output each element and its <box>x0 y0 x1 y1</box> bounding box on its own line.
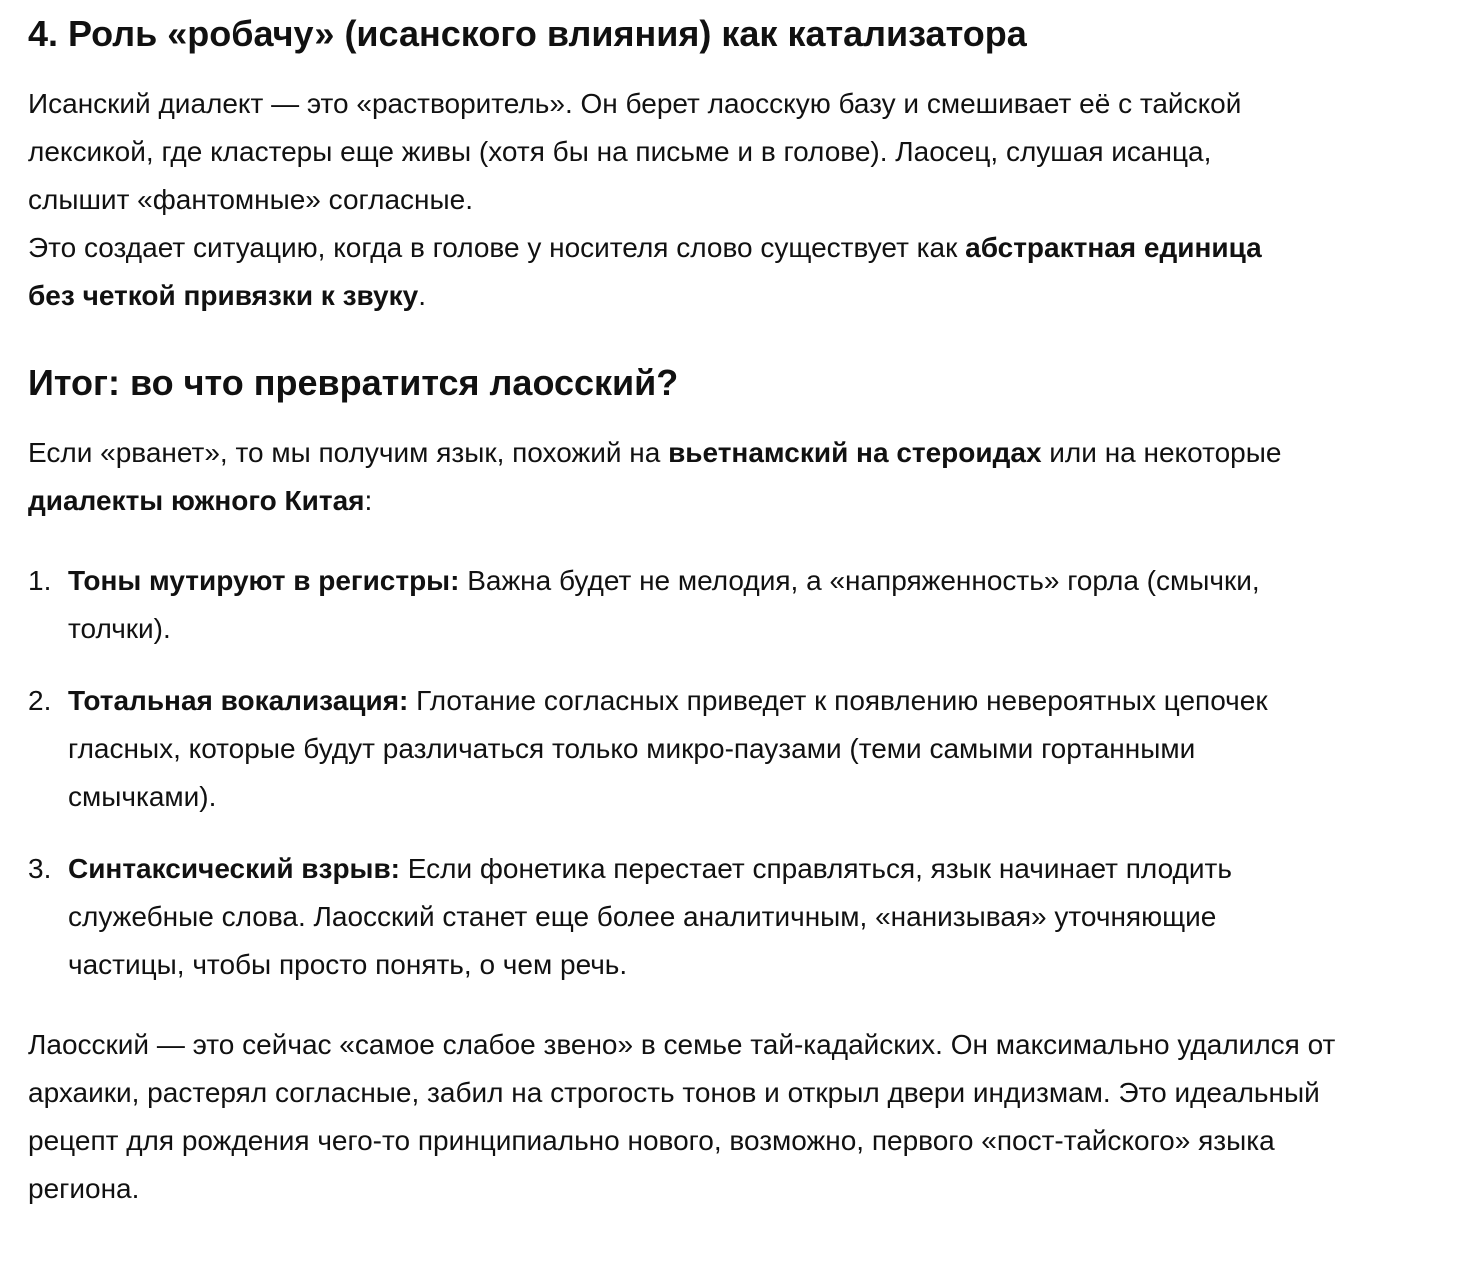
section-4-heading: 4. Роль «робачу» (исанского влияния) как катализатора <box>28 13 1027 54</box>
closing-paragraph: Лаосский — это сейчас «самое слабое звено» в семье тай-кадайских. Он максимально удалился от архаики, растерял согласные, забил на строгость тонов и открыл двери индизмам. Это идеальный рецепт для рождения чего-то принципиально нового, возможно, первого «пост-тайского» языка региона. <box>28 1029 1336 1204</box>
summary-intro <box>28 429 1308 525</box>
list-number: 3. <box>28 853 52 884</box>
list-item <box>28 845 1318 989</box>
list-item <box>28 677 1318 821</box>
list-item-text: Важна будет не мелодия, а «напряженность» горла (смычки, толчки). <box>68 565 1260 644</box>
paragraph-text: Исанский диалект — это «растворитель». Он берет лаосскую базу и смешивает её с тайской лексикой, где кластеры еще живы (хотя бы на письме и в голове). Лаосец, слушая исанца, слышит «фантомные» согласные. <box>28 88 1242 215</box>
bold-phrase: абстрактная единица без четкой привязки к звуку <box>28 232 1262 311</box>
paragraph-text: Это создает ситуацию, когда в голове у носителя слово существует как <box>28 232 966 263</box>
summary-heading: Итог: во что превратится лаосский? <box>28 362 679 403</box>
numbered-list <box>28 557 1430 989</box>
list-item-title: Синтаксический взрыв: <box>68 853 400 884</box>
paragraph-text: Если «рванет», то мы получим язык, похожий на <box>28 437 669 468</box>
list-item <box>28 557 1318 653</box>
paragraph-text: или на некоторые <box>1041 437 1282 468</box>
bold-phrase: диалекты южного Китая <box>28 485 365 516</box>
paragraph-text: . <box>418 280 426 311</box>
list-number: 2. <box>28 685 52 716</box>
list-item-title: Тотальная вокализация: <box>68 685 409 716</box>
list-number: 1. <box>28 565 52 596</box>
paragraph-text: : <box>364 485 373 516</box>
list-item-title: Тоны мутируют в регистры: <box>68 565 460 596</box>
list-item-text: Глотание согласных приведет к появлению невероятных цепочек гласных, которые будут различаться только микро-паузами (теми самыми гортанными смычками). <box>68 685 1268 812</box>
section-4-paragraph <box>28 80 1308 320</box>
bold-phrase: вьетнамский на стероидах <box>668 437 1042 468</box>
list-item-text: Если фонетика перестает справляться, язык начинает плодить служебные слова. Лаосский станет еще более аналитичным, «нанизывая» уточняющие частицы, чтобы просто понять, о чем речь. <box>68 853 1232 980</box>
